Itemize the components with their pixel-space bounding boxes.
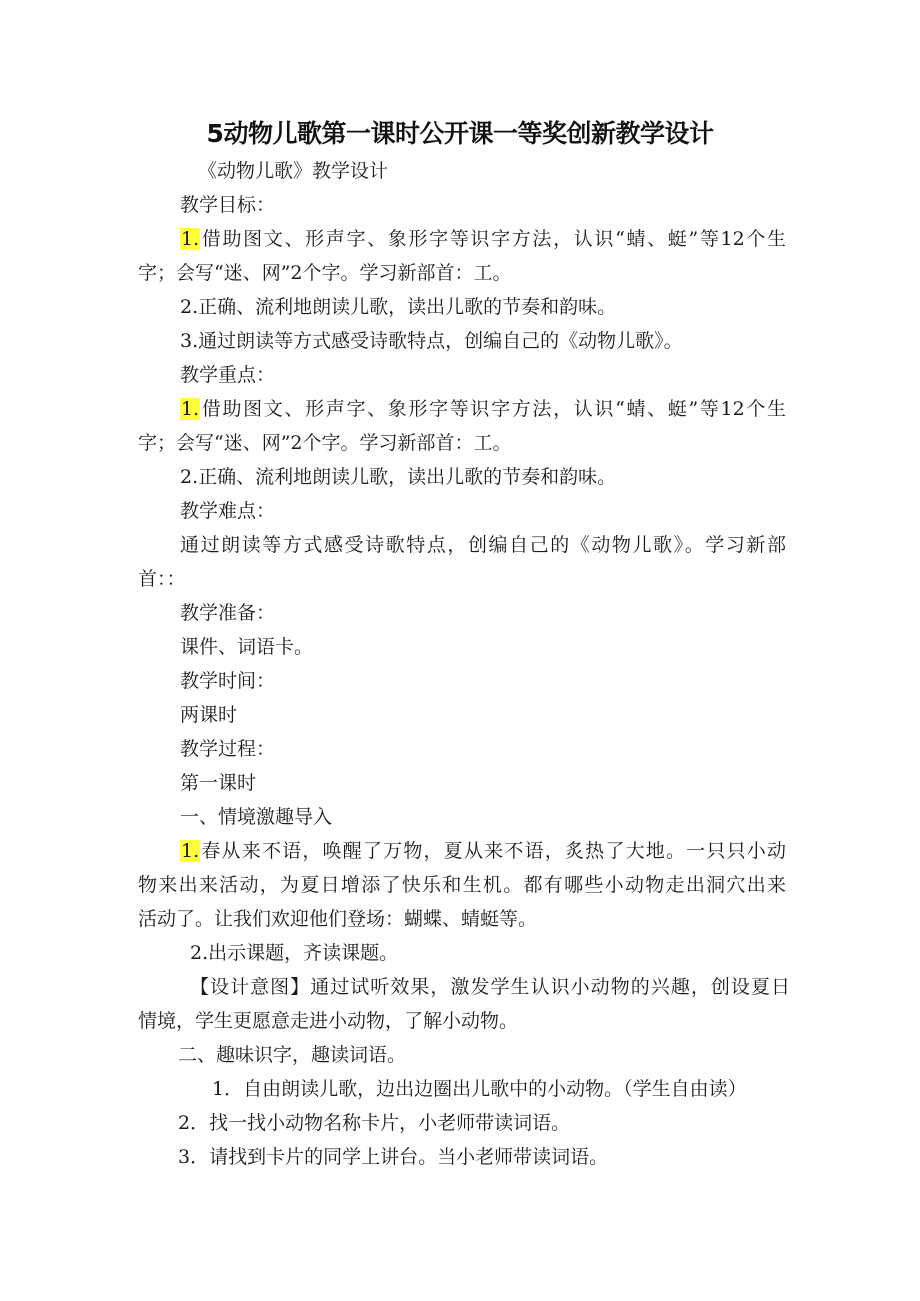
- paragraph-line: 【设计意图】通过试听效果，激发学生认识小动物的兴趣，创设夏日: [190, 976, 790, 998]
- paragraph-line: 1．自由朗读儿歌，边出边圈出儿歌中的小动物。（学生自由读）: [212, 1078, 747, 1100]
- paragraph-text: 借助图文、形声字、象形字等识字方法，认识“蜻、蜓”等12个生: [200, 228, 786, 250]
- paragraph-line: 第一课时: [180, 772, 257, 794]
- paragraph-line: 2.出示课题，齐读课题。: [190, 942, 399, 964]
- paragraph-line: 两课时: [180, 704, 238, 726]
- section-heading: 教学准备：: [180, 602, 276, 624]
- paragraph-line: 3.通过朗读等方式感受诗歌特点，创编自己的《动物儿歌》。: [180, 330, 683, 352]
- paragraph-line: 3．请找到卡片的同学上讲台。当小老师带读词语。: [178, 1146, 609, 1168]
- highlighted-marker: 1.: [181, 398, 200, 420]
- paragraph-line: 字；会写“迷、网”2个字。学习新部首：工。: [138, 432, 512, 454]
- highlighted-marker: 1.: [181, 228, 200, 250]
- paragraph-line: 通过朗读等方式感受诗歌特点，创编自己的《动物儿歌》。学习新部: [180, 534, 786, 556]
- paragraph-line: 情境，学生更愿意走进小动物，了解小动物。: [138, 1010, 519, 1032]
- paragraph-text: 春从来不语，唤醒了万物，夏从来不语，炙热了大地。一只只小动: [200, 840, 786, 862]
- section-heading: 教学目标：: [180, 194, 276, 216]
- paragraph-line: 字；会写“迷、网”2个字。学习新部首：工。: [138, 262, 512, 284]
- paragraph-line: 2．找一找小动物名称卡片，小老师带读词语。: [178, 1112, 571, 1134]
- section-heading: 教学难点：: [180, 500, 276, 522]
- paragraph-line: 2.正确、流利地朗读儿歌，读出儿歌的节奏和韵味。: [180, 296, 617, 318]
- paragraph-line: [180, 396, 786, 422]
- paragraph-line: [180, 838, 786, 864]
- paragraph-line: 2.正确、流利地朗读儿歌，读出儿歌的节奏和韵味。: [180, 466, 617, 488]
- section-heading: 二、趣味识字，趣读词语。: [178, 1044, 407, 1066]
- document-title: 5动物儿歌第一课时公开课一等奖创新教学设计: [206, 119, 714, 148]
- section-heading: 教学时间：: [180, 670, 276, 692]
- paragraph-text: 借助图文、形声字、象形字等识字方法，认识“蜻、蜓”等12个生: [200, 398, 786, 420]
- paragraph-line: 首：：: [138, 568, 186, 590]
- paragraph-line: 物来出来活动，为夏日增添了快乐和生机。都有哪些小动物走出洞穴出来: [138, 874, 786, 896]
- paragraph-line: [180, 226, 786, 252]
- section-heading: 教学过程：: [180, 738, 276, 760]
- paragraph-line: 活动了。让我们欢迎他们登场：蝴蝶、蜻蜓等。: [138, 908, 538, 930]
- paragraph-line: 课件、词语卡。: [180, 636, 314, 658]
- section-heading: 一、情境激趣导入: [180, 806, 333, 828]
- section-heading: 教学重点：: [180, 364, 276, 386]
- subtitle: 《动物儿歌》教学设计: [198, 160, 389, 182]
- highlighted-marker: 1.: [181, 840, 200, 862]
